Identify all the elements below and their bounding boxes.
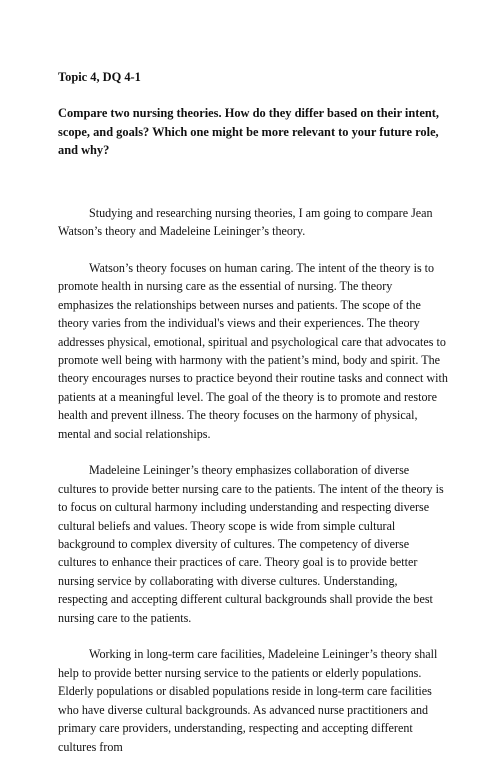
document-content: [58, 68, 448, 774]
watson-paragraph: Watson’s theory focuses on human caring. The intent of the theory is to promote health in nursing care as the essential of nursing. The theory emphasizes the relationships between nurses and patients. The scope of the theory varies from the individual's views and their experiences. The theory addresses physical, emotional, spiritual and psychological care that advocates to promote well being with harmony with the patient’s mind, body and spirit. The theory encourages nurses to practice beyond their routine tasks and connect with patients at a meaningful level. The goal of the theory is to promote and restore health and prevent illness. The theory focuses on the harmony of physical, mental and social relationships.: [58, 260, 448, 441]
topic-heading: Topic 4, DQ 4-1: [58, 70, 141, 84]
response-body: [58, 204, 448, 756]
discussion-question: Compare two nursing theories. How do they differ based on their intent, scope, and goals? Which one might be more relevant to your future role, and why?: [58, 106, 440, 158]
leininger-paragraph: Madeleine Leininger’s theory emphasizes collaboration of diverse cultures to provide better nursing care to the patients. The intent of the theory is to focus on cultural harmony including understanding and respecting diverse cultural beliefs and values. Theory scope is wide from simple cultural background to complex diversity of cultures. The competency of diverse cultures to enhance their practices of care. Theory goal is to provide better nursing service by collaborating with diverse cultures. Understanding, respecting and accepting different cultural backgrounds shall provide the best nursing care to the patients.: [58, 463, 444, 625]
intro-paragraph: Studying and researching nursing theories, I am going to compare Jean Watson’s theory and Madeleine Leininger’s theory.: [58, 205, 433, 239]
application-paragraph: Working in long-term care facilities, Madeleine Leininger’s theory shall help to provide better nursing service to the patients or elderly populations. Elderly populations or disabled populations reside in long-term care facilities who have diverse cultural backgrounds. As advanced nurse practitioners and primary care providers, understanding, respecting and accepting different cultures from: [58, 647, 438, 754]
